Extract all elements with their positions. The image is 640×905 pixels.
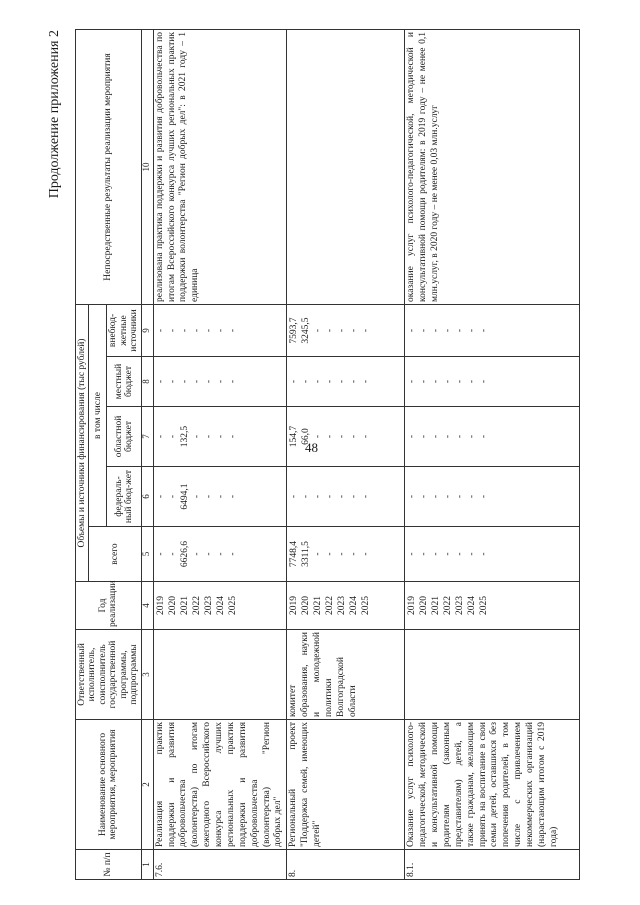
col-number: 5: [141, 527, 153, 582]
total-value: -: [325, 552, 336, 556]
row-name: Региональный проект "Поддержка семей, имеющих детей": [287, 720, 405, 850]
local-value: -: [455, 379, 466, 384]
header-local: местный бюджет: [107, 357, 141, 407]
regional-value: -: [215, 434, 226, 439]
local-value: -: [167, 379, 178, 384]
row-name: Оказание услуг психолого-педагогической, методической и консультативной помощи родителям (законным представителям) детей, а также гражданам, желающим принять на воспитание в свои семьи детей, оставшихся без попечения родителей, в том числе с привлечением некоммерческих организаций (нарастающим итогом с 2019 года): [405, 720, 580, 850]
row-executor: комитет образования, науки и молодежной политики Волгоградской области: [287, 630, 405, 720]
federal-value: -: [455, 494, 466, 499]
year-value: 2020: [419, 596, 430, 615]
table-row: [405, 29, 580, 879]
year-value: 2020: [301, 596, 312, 615]
col-number: 6: [141, 467, 153, 527]
year-value: 2019: [289, 596, 300, 615]
extra-value: -: [227, 328, 238, 333]
federal-value: -: [419, 494, 430, 499]
federal-value: -: [407, 494, 418, 499]
header-executor: Ответственный исполнитель, соисполнитель государственной программы, подпрограммы: [76, 630, 142, 720]
table-row: [287, 29, 405, 879]
federal-value: 6494,1: [179, 483, 190, 510]
federal-value: -: [313, 494, 324, 499]
row-num: 8.1.: [405, 850, 580, 880]
federal-value: -: [191, 494, 202, 499]
header-total: всего: [89, 527, 141, 582]
extra-value: -: [361, 328, 372, 333]
local-value: -: [325, 379, 336, 384]
extra-value: -: [155, 328, 166, 333]
regional-value: -: [191, 434, 202, 439]
local-value: -: [431, 379, 442, 384]
row-num: 7.6.: [153, 850, 287, 880]
federal-values: [153, 467, 287, 527]
extra-value: 3245,5: [301, 317, 312, 344]
extra-value: -: [419, 328, 430, 333]
local-value: -: [361, 379, 372, 384]
extra-values: [287, 304, 405, 356]
regional-value: -: [431, 434, 442, 439]
row-years: [153, 582, 287, 630]
local-value: -: [301, 379, 312, 384]
local-value: -: [349, 379, 360, 384]
row-result: реализована практика поддержки и развития добровольчества по итогам Всероссийского конкурса лучших региональных практик поддержки волонтерства "Регион добрых дел": в 2021 году – 1 единица: [153, 29, 287, 304]
total-value: -: [431, 552, 442, 556]
federal-value: -: [155, 494, 166, 499]
header-federal: федераль-ный бюд-жет: [107, 467, 141, 527]
year-value: 2025: [227, 596, 238, 615]
row-executor: [153, 630, 287, 720]
extra-value: -: [191, 328, 202, 333]
extra-value: -: [349, 328, 360, 333]
total-value: -: [203, 552, 214, 556]
total-values: [405, 527, 580, 582]
col-number: 4: [141, 582, 153, 630]
year-value: 2020: [167, 596, 178, 615]
regional-value: 154,7: [289, 425, 300, 448]
total-value: -: [419, 552, 430, 556]
local-value: -: [419, 379, 430, 384]
header-incl: в том числе: [89, 304, 107, 526]
regional-value: -: [361, 434, 372, 439]
total-value: -: [455, 552, 466, 556]
regional-value: -: [443, 434, 454, 439]
regional-value: -: [349, 434, 360, 439]
regional-value: -: [313, 434, 324, 439]
local-value: -: [191, 379, 202, 384]
regional-values: [287, 407, 405, 467]
local-values: [405, 357, 580, 407]
local-value: -: [215, 379, 226, 384]
federal-value: -: [227, 494, 238, 499]
regional-value: 132,5: [179, 425, 190, 448]
local-value: -: [289, 379, 300, 384]
total-value: 6626,6: [179, 540, 190, 568]
header-regional: областной бюджет: [107, 407, 141, 467]
page-number: 48: [305, 440, 318, 455]
local-value: -: [467, 379, 478, 384]
local-values: [287, 357, 405, 407]
extra-values: [405, 304, 580, 356]
total-value: -: [155, 552, 166, 556]
total-value: -: [467, 552, 478, 556]
extra-value: -: [479, 328, 490, 333]
regional-value: -: [419, 434, 430, 439]
extra-value: -: [337, 328, 348, 333]
extra-value: -: [167, 328, 178, 333]
regional-values: [405, 407, 580, 467]
header-name: Наименование основного мероприятия, мероприятия: [76, 720, 142, 850]
regional-value: -: [227, 434, 238, 439]
federal-value: -: [215, 494, 226, 499]
row-years: [287, 582, 405, 630]
local-value: -: [313, 379, 324, 384]
total-value: -: [443, 552, 454, 556]
total-value: -: [167, 552, 178, 556]
year-value: 2022: [443, 596, 454, 615]
col-number: 7: [141, 407, 153, 467]
total-value: -: [227, 552, 238, 556]
total-value: 3311,5: [301, 541, 312, 567]
total-value: 7748,4: [289, 540, 300, 568]
federal-value: -: [337, 494, 348, 499]
regional-value: -: [325, 434, 336, 439]
extra-value: -: [179, 328, 190, 333]
year-value: 2024: [349, 596, 360, 615]
regional-value: -: [167, 434, 178, 439]
total-value: -: [215, 552, 226, 556]
year-value: 2021: [431, 596, 442, 615]
federal-values: [287, 467, 405, 527]
federal-value: -: [325, 494, 336, 499]
federal-value: -: [361, 494, 372, 499]
local-value: -: [337, 379, 348, 384]
header-finance: Объемы и источники финансирования (тыс рублей): [76, 304, 89, 581]
extra-value: -: [443, 328, 454, 333]
total-value: -: [361, 552, 372, 556]
col-number: 10: [141, 29, 153, 304]
local-value: -: [155, 379, 166, 384]
year-value: 2022: [325, 596, 336, 615]
regional-value: 66,0: [301, 428, 312, 445]
col-number: 1: [141, 850, 153, 880]
row-name: Реализация практик поддержки и развития добровольчества (волонтерства) по итогам ежегодного Всероссийского конкурса лучших региональных практик поддержки и развития добровольчества (волонтерства) "Регион добрых дел": [153, 720, 287, 850]
total-value: -: [337, 552, 348, 556]
rotated-page: [25, 30, 625, 880]
row-executor: [405, 630, 580, 720]
year-value: 2023: [337, 596, 348, 615]
year-value: 2022: [191, 596, 202, 615]
header-results: Непосредственные результаты реализации мероприятия: [76, 29, 142, 304]
year-value: 2019: [407, 596, 418, 615]
row-num: 8.: [287, 850, 405, 880]
total-value: -: [191, 552, 202, 556]
federal-value: -: [167, 494, 178, 499]
col-number: 8: [141, 357, 153, 407]
year-value: 2025: [361, 596, 372, 615]
extra-value: -: [203, 328, 214, 333]
total-values: [287, 527, 405, 582]
total-value: -: [479, 552, 490, 556]
row-result: оказание услуг психолого-педагогической, методической и консультативной помощи родителям: в 2019 году – не менее 0,1 млн.услуг, в 2020 году – не менее 0,03 млн.услуг: [405, 29, 580, 304]
federal-value: -: [443, 494, 454, 499]
row-result: [287, 29, 405, 304]
regional-value: -: [155, 434, 166, 439]
local-value: -: [227, 379, 238, 384]
financing-table: [75, 29, 580, 880]
federal-value: -: [479, 494, 490, 499]
local-value: -: [203, 379, 214, 384]
year-value: 2021: [179, 596, 190, 615]
extra-value: -: [431, 328, 442, 333]
federal-value: -: [301, 494, 312, 499]
total-value: -: [313, 552, 324, 556]
local-value: -: [479, 379, 490, 384]
regional-values: [153, 407, 287, 467]
federal-values: [405, 467, 580, 527]
row-years: [405, 582, 580, 630]
extra-value: -: [407, 328, 418, 333]
federal-value: -: [349, 494, 360, 499]
extra-value: -: [455, 328, 466, 333]
year-value: 2023: [455, 596, 466, 615]
regional-value: -: [479, 434, 490, 439]
year-value: 2025: [479, 596, 490, 615]
regional-value: -: [407, 434, 418, 439]
continuation-title: Продолжение приложения 2: [47, 30, 62, 199]
local-value: -: [179, 379, 190, 384]
regional-value: -: [455, 434, 466, 439]
total-value: -: [407, 552, 418, 556]
year-value: 2023: [203, 596, 214, 615]
federal-value: -: [203, 494, 214, 499]
extra-value: 7593,7: [289, 317, 300, 344]
year-value: 2024: [215, 596, 226, 615]
regional-value: -: [467, 434, 478, 439]
federal-value: -: [431, 494, 442, 499]
total-value: -: [349, 552, 360, 556]
extra-value: -: [325, 328, 336, 333]
extra-values: [153, 304, 287, 356]
col-number: 3: [141, 630, 153, 720]
extra-value: -: [467, 328, 478, 333]
col-number: 2: [141, 720, 153, 850]
year-value: 2021: [313, 596, 324, 615]
regional-value: -: [203, 434, 214, 439]
extra-value: -: [215, 328, 226, 333]
local-values: [153, 357, 287, 407]
extra-value: -: [313, 328, 324, 333]
local-value: -: [407, 379, 418, 384]
header-year: Год реализации: [76, 582, 142, 630]
header-num: № п/п: [76, 850, 142, 880]
col-number: 9: [141, 304, 153, 356]
local-value: -: [443, 379, 454, 384]
header-extra: внебюд-жетные источники: [107, 304, 141, 356]
federal-value: -: [289, 494, 300, 499]
regional-value: -: [337, 434, 348, 439]
year-value: 2024: [467, 596, 478, 615]
table-row: [153, 29, 287, 879]
year-value: 2019: [155, 596, 166, 615]
federal-value: -: [467, 494, 478, 499]
total-values: [153, 527, 287, 582]
